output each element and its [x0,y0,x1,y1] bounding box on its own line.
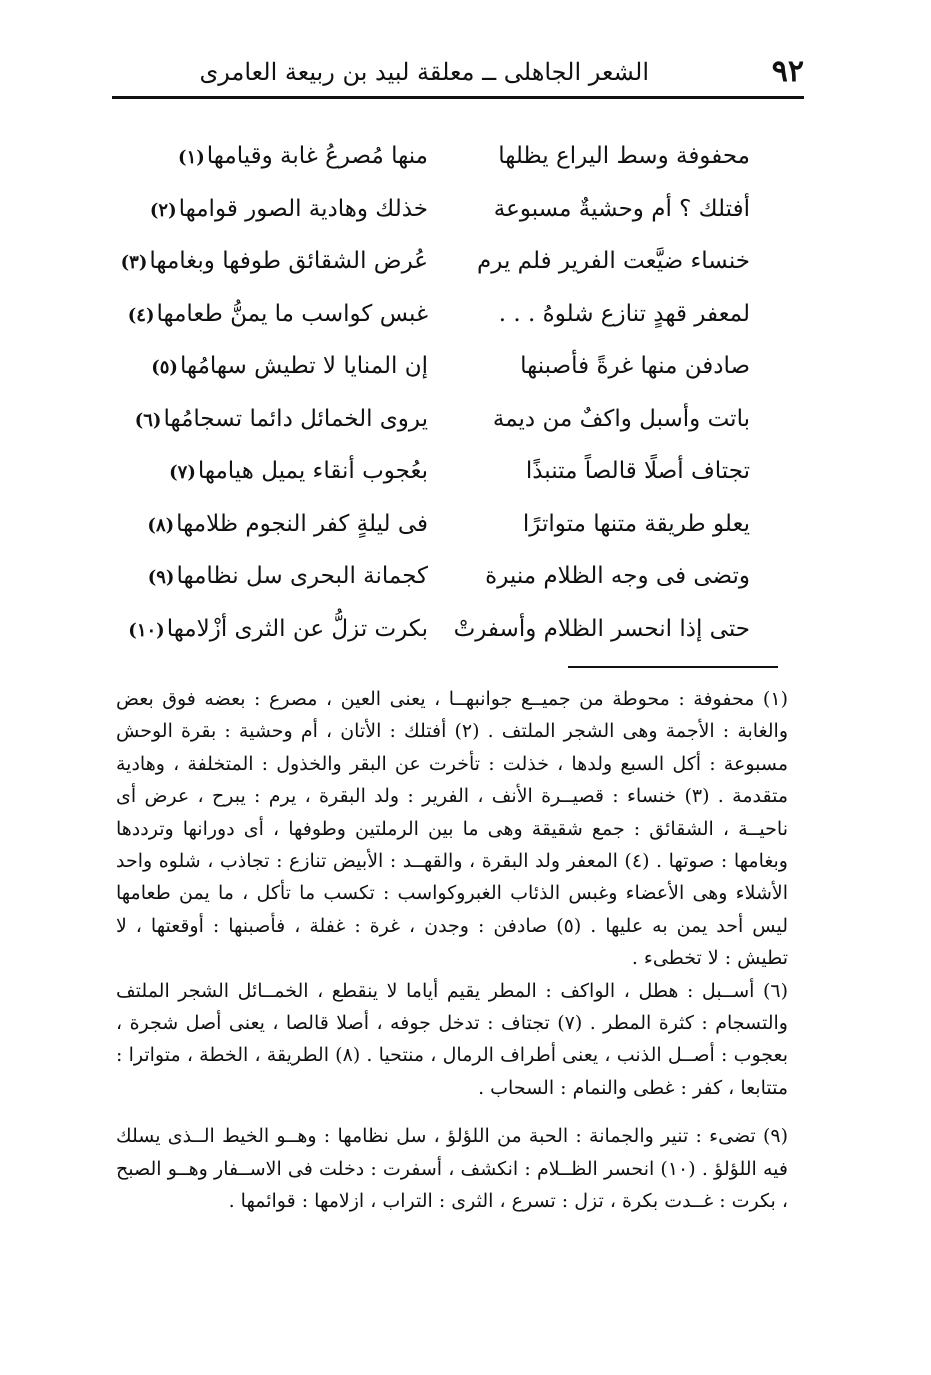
second-hemistich-text: خذلك وهادية الصور قوامها [178,195,428,222]
footnote-paragraph: (٩) تضىء : تنير والجمانة : الحبة من اللؤلؤ ، سل نظامها : وهــو الخيط الــذى يسلك فيه اللؤلؤ . (١٠) انحسر الظــلام : انكشف ، أسفرت : دخلت فى الاســفار وهــو الصبح ، بكرت : غــدت بكرة ، تزل : تسرع ، الثرى : التراب ، ازلامها : قوائمها . [116,1125,788,1213]
footnote-ref: (٢) [149,199,177,221]
verse-line [110,130,750,183]
first-hemistich: أفتلك ؟ أم وحشيةٌ مسبوعة [493,195,750,222]
first-hemistich: يعلو طريقة متنها متواترًا [522,510,750,537]
first-hemistich: لمعفر قهدٍ تنازع شلوهُ . . . [498,300,750,327]
second-hemistich-text: كجمانة البحرى سل نظامها [176,563,428,589]
footnote-ref: (٨) [147,514,175,536]
footnote-rule [568,666,778,668]
running-header [112,52,804,98]
second-hemistich-text: فى ليلةٍ كفر النجوم ظلامها [176,510,428,537]
first-hemistich: صادفن منها غرةً فأصبنها [520,353,750,379]
footnote-ref: (٣) [120,252,148,273]
second-hemistich [148,550,428,604]
first-hemistich: خنساء ضيَّعت الفرير فلم يرم [477,248,750,274]
first-hemistich: محفوفة وسط اليراع يظلها [498,143,750,169]
footnote-ref: (٥) [151,357,178,378]
poem-verses [110,130,750,655]
second-hemistich [121,235,428,289]
verse-line [110,235,750,288]
second-hemistich [147,498,428,552]
second-hemistich [128,603,428,657]
footnote-paragraph: (٦) أســبل : هطل ، الواكف : المطر يقيم أياما لا ينقطع ، الخمــائل الشجر الملتف والتسجام : كثرة المطر . (٧) تجتاف : تدخل جوفه ، أصلا قالصا ، يعنى أصل شجرة ، بعجوب : أصــل الذنب ، يعنى أطراف الرمال ، منتحيا . (٨) الطريقة ، الخطة ، متواترا : متتابعا ، كفر : غطى والنمام : السحاب . [116,979,789,1099]
first-hemistich: وتضى فى وجه الظلام منيرة [485,563,750,589]
second-hemistich-text: غبس كواسب ما يمنُّ طعامها [156,300,428,327]
footnote-paragraph: (١) محفوفة : محوطة من جميــع جوانبهــا ، يعنى العين ، مصرع : بعضه فوق بعض والغابة : الأجمة وهى الشجر الملتف . (٢) أفتلك : الأتان ، أم وحشية : بقرة الوحش مسبوعة : أكل السبع ولدها ، خذلت : تأخرت عن البقر والخذول : المتخلفة ، وهادية متقدمة . (٣) خنساء : قصيــرة الأنف ، الفرير : ولد البقرة ، يرم : يبرح ، عرض أى ناحيــة ، الشقائق : جمع شقيقة وهى ما بين الرملتين وطوفها ، أى دورانها وترددها وبغامها : صوتها . (٤) المعفر ولد البقرة ، والقهــد : الأبيض تنازع : تجاذب ، شلوه واحد الأشلاء وهى الأعضاء وغبس الذئاب الغبروكواسب : تكسب ما تأكل ، ما يمن طعامها ليس أحد يمن به عليها . (٥) صادفن : وجدن ، غرة : غفلة ، فأصبنها : أوقعتها ، لا تطيش : لا تخطىء . [116,688,789,970]
second-hemistich [150,183,428,237]
verse-line [110,183,750,236]
verse-line [110,393,750,446]
first-hemistich: باتت وأسبل واكفٌ من ديمة [492,405,750,432]
footnote-ref: (١٠) [128,619,165,641]
second-hemistich-text: بعُجوب أنقاء يميل هيامها [197,458,428,484]
second-hemistich-text: يروى الخمائل دائما تسجامُها [163,405,428,432]
footnote-ref: (٧) [169,462,196,483]
footnotes [116,683,788,1218]
footnote-ref: (٤) [127,304,155,326]
second-hemistich [151,340,428,394]
second-hemistich [128,288,428,342]
second-hemistich-text: بكرت تزلُّ عن الثرى أزْلامها [166,615,428,642]
verse-line [110,550,750,603]
second-hemistich-text: منها مُصرعُ غابة وقيامها [206,143,428,169]
verse-line [110,288,750,341]
footnote-ref: (١) [178,147,205,168]
footnote-ref: (٦) [134,409,162,431]
second-hemistich [178,130,428,184]
second-hemistich-text: إن المنايا لا تطيش سهامُها [179,353,428,379]
second-hemistich [135,393,428,447]
second-hemistich [169,445,428,499]
second-hemistich-text: عُرض الشقائق طوفها وبغامها [149,248,428,274]
first-hemistich: حتى إذا انحسر الظلام وأسفرتْ [453,615,750,642]
verse-line [110,445,750,498]
page-number: ٩٢ [771,54,804,89]
first-hemistich: تجتاف أصلًا قالصاً متنبذًا [525,458,750,484]
header-rule [112,96,804,99]
verse-line [110,603,750,656]
verse-line [110,340,750,393]
footnote-ref: (٩) [147,567,175,588]
verse-line [110,498,750,551]
running-title: الشعر الجاهلى ــ معلقة لبيد بن ربيعة العامرى [199,58,649,86]
